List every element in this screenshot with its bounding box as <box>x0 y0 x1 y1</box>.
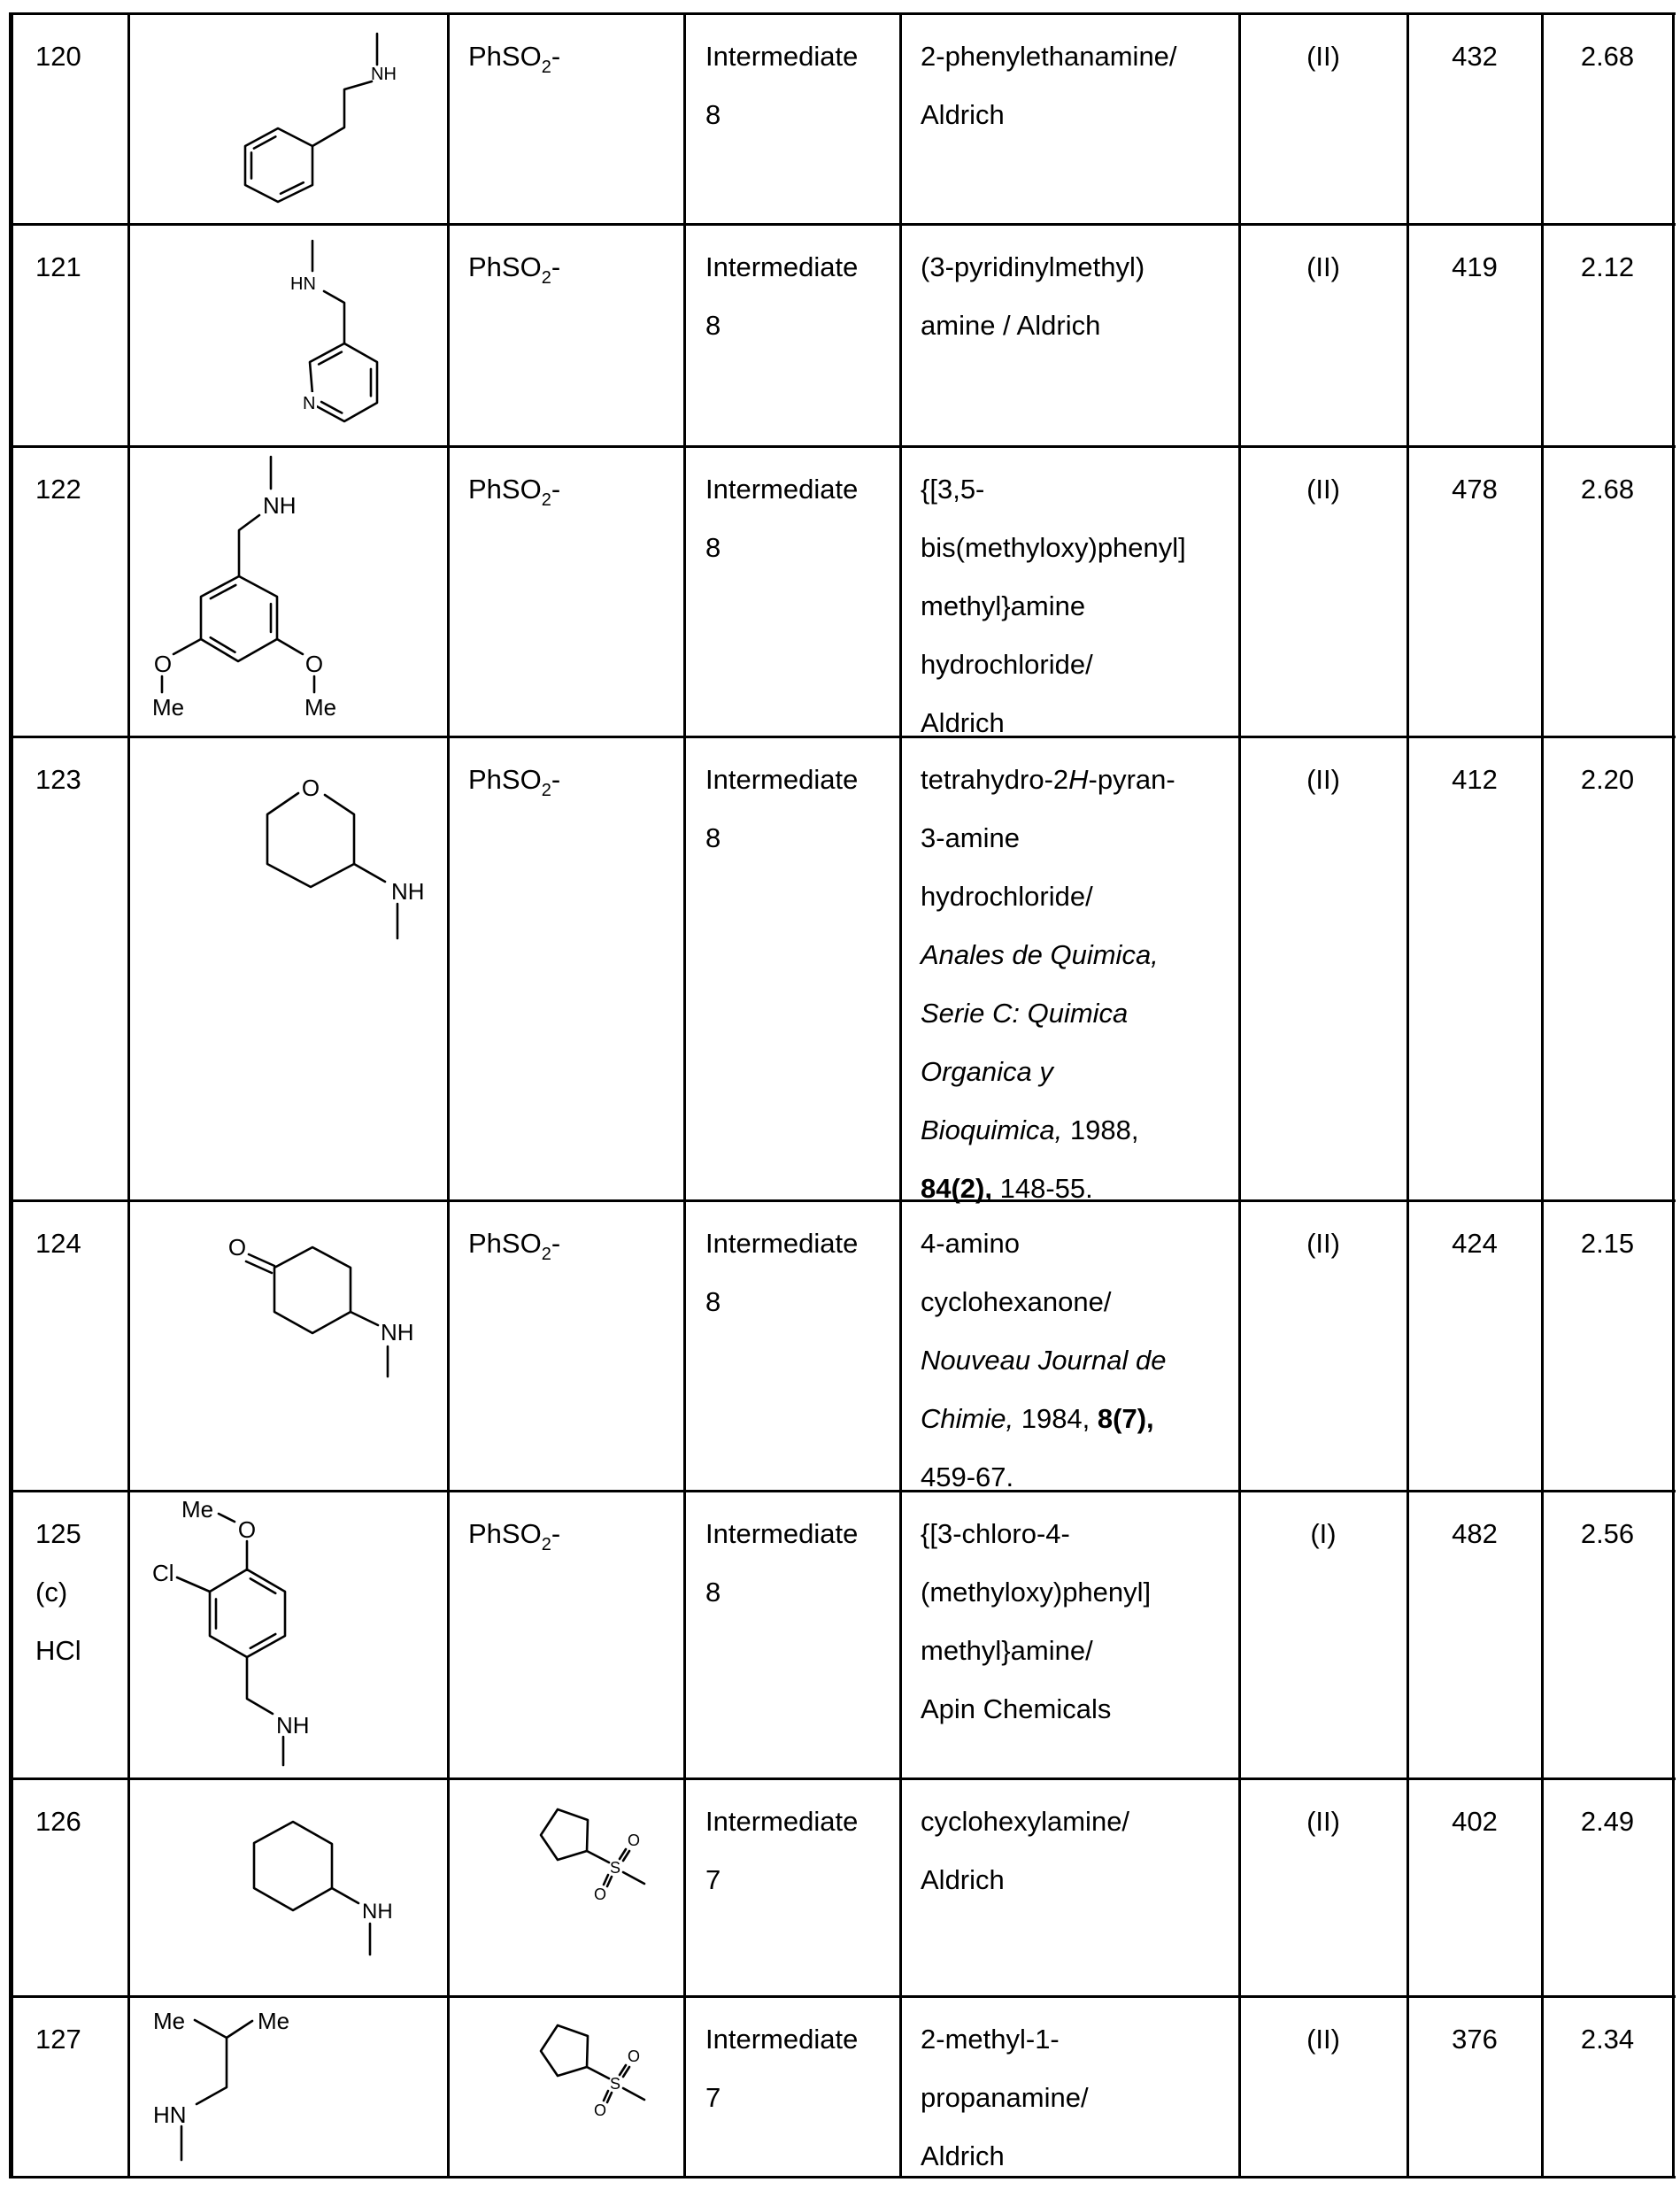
atom-label: NH <box>381 1319 414 1346</box>
text-segment: PhSO <box>468 251 542 282</box>
structure-120 <box>245 34 397 202</box>
intermediate-text: 8 <box>705 519 900 577</box>
text-segment: Anales de Quimica, <box>921 939 1159 970</box>
text-segment: cyclohexanone/ <box>921 1286 1111 1317</box>
structure-121 <box>290 241 377 421</box>
example-number: 120 <box>35 27 128 86</box>
mass-value: 424 <box>1452 1228 1498 1259</box>
structure-126 <box>254 1822 393 1955</box>
atom-label: NH <box>263 492 297 519</box>
text-segment: 4-amino <box>921 1228 1020 1259</box>
text-segment: Organica y <box>921 1056 1053 1087</box>
r2-cyclopentylsulfonyl-126 <box>541 1809 644 1903</box>
atom-label: Me <box>258 2008 289 2034</box>
text-segment: 2-phenylethanamine/ <box>921 41 1177 72</box>
intermediate-text: Intermediate <box>705 238 900 297</box>
mass-value: 376 <box>1452 2024 1498 2055</box>
atom-label: S <box>610 1859 620 1877</box>
text-segment: - <box>551 764 560 795</box>
text-segment: hydrochloride/ <box>921 881 1093 912</box>
mass-value: 419 <box>1452 251 1498 282</box>
mass-value: 432 <box>1452 41 1498 72</box>
text-segment: -pyran- <box>1089 764 1175 795</box>
text-segment: 84(2), <box>921 1173 992 1204</box>
atom-label: N <box>303 394 315 413</box>
formula-type: (II) <box>1306 1228 1340 1259</box>
intermediate-text: Intermediate <box>705 1793 900 1851</box>
intermediate-text: 8 <box>705 1273 900 1331</box>
atom-label: O <box>154 651 172 677</box>
text-segment: Apin Chemicals <box>921 1693 1111 1724</box>
mass-value: 412 <box>1452 764 1498 795</box>
intermediate-text: 8 <box>705 86 900 144</box>
text-segment: Aldrich <box>921 1864 1005 1895</box>
atom-label: O <box>594 2101 606 2119</box>
text-segment: 2-methyl-1- <box>921 2024 1060 2055</box>
text-segment: - <box>551 41 560 72</box>
text-segment: Aldrich <box>921 707 1005 738</box>
atom-label: O <box>305 651 323 677</box>
structure-125 <box>152 1496 310 1765</box>
text-segment: (methyloxy)phenyl] <box>921 1577 1151 1608</box>
text-segment: (3-pyridinylmethyl) <box>921 251 1144 282</box>
intermediate-text: Intermediate <box>705 751 900 809</box>
mass-value: 478 <box>1452 474 1498 505</box>
text-segment: 8(7), <box>1098 1403 1154 1434</box>
atom-label: NH <box>391 878 425 905</box>
text-segment: - <box>551 1518 560 1549</box>
retention-time: 2.15 <box>1581 1228 1634 1259</box>
text-segment: 148-55. <box>992 1173 1093 1204</box>
atom-label: O <box>228 1234 246 1261</box>
text-segment: H <box>1068 764 1088 795</box>
mass-value: 482 <box>1452 1518 1498 1549</box>
atom-label: Me <box>153 2008 185 2034</box>
intermediate-text: 7 <box>705 1851 900 1909</box>
text-segment: {[3,5- <box>921 474 984 505</box>
atom-label: Cl <box>152 1560 174 1586</box>
text-segment: Nouveau Journal de <box>921 1345 1166 1376</box>
intermediate-text: 7 <box>705 2069 900 2127</box>
text-segment: {[3-chloro-4- <box>921 1518 1070 1549</box>
structure-122 <box>152 457 336 721</box>
text-segment: - <box>551 474 560 505</box>
text-segment: bis(methyloxy)phenyl] <box>921 532 1186 563</box>
text-segment: PhSO <box>468 764 542 795</box>
atom-label: Me <box>152 694 184 721</box>
structure-127 <box>153 2008 289 2160</box>
example-number: 123 <box>35 751 128 809</box>
example-number: 124 <box>35 1215 128 1273</box>
text-segment: 2 <box>542 58 551 77</box>
example-number: 121 <box>35 238 128 297</box>
atom-label: O <box>238 1516 256 1543</box>
text-segment: PhSO <box>468 41 542 72</box>
atom-label: NH <box>276 1712 310 1739</box>
text-segment: amine / Aldrich <box>921 310 1100 341</box>
text-segment: Aldrich <box>921 2140 1005 2171</box>
text-segment: - <box>551 1228 560 1259</box>
formula-type: (II) <box>1306 764 1340 795</box>
formula-type: (I) <box>1310 1518 1336 1549</box>
atom-label: O <box>628 1831 640 1849</box>
formula-type: (II) <box>1306 474 1340 505</box>
atom-label: S <box>610 2075 620 2093</box>
atom-label: Me <box>181 1496 213 1523</box>
text-segment: methyl}amine/ <box>921 1635 1093 1666</box>
atom-label: O <box>628 2047 640 2065</box>
intermediate-text: Intermediate <box>705 27 900 86</box>
r2-cyclopentylsulfonyl-127 <box>541 2025 644 2119</box>
intermediate-text: Intermediate <box>705 1215 900 1273</box>
example-number: 125 <box>35 1505 128 1563</box>
text-segment: Chimie, <box>921 1403 1013 1434</box>
text-segment: 459-67. <box>921 1461 1013 1492</box>
atom-label: HN <box>153 2101 187 2128</box>
text-segment: - <box>551 251 560 282</box>
example-number: HCl <box>35 1622 128 1680</box>
text-segment: 2 <box>542 1245 551 1264</box>
formula-type: (II) <box>1306 2024 1340 2055</box>
text-segment: Serie C: Quimica <box>921 998 1128 1029</box>
atom-label: NH <box>362 1900 393 1924</box>
formula-type: (II) <box>1306 41 1340 72</box>
example-number: (c) <box>35 1563 128 1622</box>
retention-time: 2.20 <box>1581 764 1634 795</box>
intermediate-text: Intermediate <box>705 1505 900 1563</box>
mass-value: 402 <box>1452 1806 1498 1837</box>
atom-label: O <box>302 775 320 801</box>
atom-label: O <box>594 1885 606 1903</box>
text-segment: Aldrich <box>921 99 1005 130</box>
text-segment: PhSO <box>468 1518 542 1549</box>
atom-label: NH <box>371 65 397 84</box>
intermediate-text: 8 <box>705 1563 900 1622</box>
retention-time: 2.12 <box>1581 251 1634 282</box>
text-segment: hydrochloride/ <box>921 649 1093 680</box>
text-segment: cyclohexylamine/ <box>921 1806 1129 1837</box>
text-segment: 2 <box>542 268 551 288</box>
intermediate-text: Intermediate <box>705 460 900 519</box>
text-segment: propanamine/ <box>921 2082 1089 2113</box>
formula-type: (II) <box>1306 251 1340 282</box>
retention-time: 2.56 <box>1581 1518 1634 1549</box>
text-segment: 2 <box>542 1535 551 1554</box>
formula-type: (II) <box>1306 1806 1340 1837</box>
retention-time: 2.68 <box>1581 474 1634 505</box>
chemical-structures <box>0 0 1680 2190</box>
text-segment: 2 <box>542 781 551 800</box>
text-segment: 1988, <box>1062 1114 1138 1145</box>
example-number: 122 <box>35 460 128 519</box>
text-segment: 2 <box>542 490 551 510</box>
example-number: 126 <box>35 1793 128 1851</box>
text-segment: PhSO <box>468 1228 542 1259</box>
structure-124 <box>228 1234 414 1376</box>
intermediate-text: 8 <box>705 809 900 868</box>
text-segment: methyl}amine <box>921 590 1085 621</box>
retention-time: 2.34 <box>1581 2024 1634 2055</box>
text-segment: Bioquimica, <box>921 1114 1062 1145</box>
atom-label: Me <box>304 694 336 721</box>
retention-time: 2.68 <box>1581 41 1634 72</box>
text-segment: 1984, <box>1013 1403 1098 1434</box>
example-number: 127 <box>35 2010 128 2069</box>
atom-label: HN <box>290 274 316 294</box>
text-segment: 3-amine <box>921 822 1020 853</box>
structure-123 <box>267 775 425 938</box>
retention-time: 2.49 <box>1581 1806 1634 1837</box>
intermediate-text: Intermediate <box>705 2010 900 2069</box>
text-segment: tetrahydro-2 <box>921 764 1068 795</box>
intermediate-text: 8 <box>705 297 900 355</box>
text-segment: PhSO <box>468 474 542 505</box>
